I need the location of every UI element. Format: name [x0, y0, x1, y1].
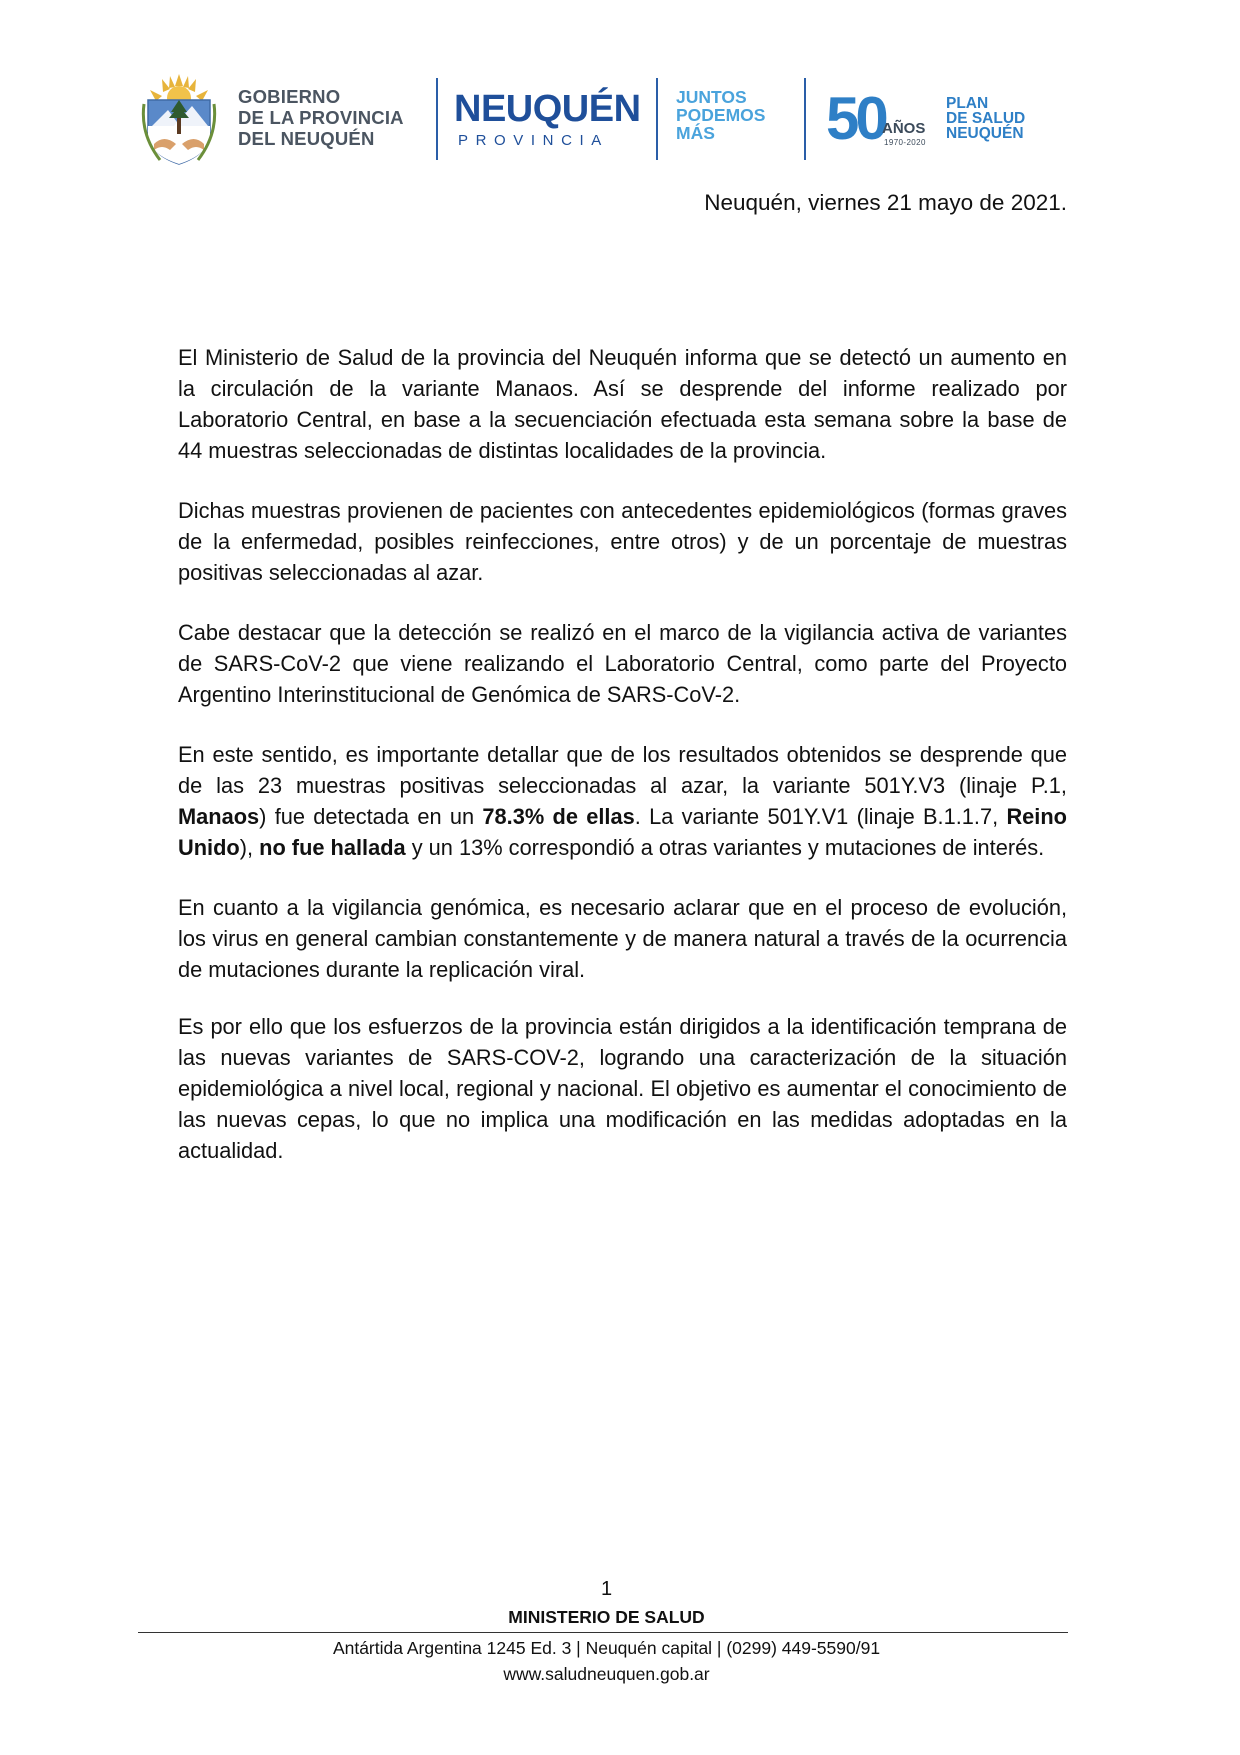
- paragraph-1: El Ministerio de Salud de la provincia del Neuquén informa que se detectó un aumento en la circulación de la variante Manaos. Así se desprende del informe realizado por Laboratorio Central, en base a la secuenciación efectuada esta semana sobre la base de 44 muestras seleccionadas de distintas localidades de la provincia.: [178, 345, 1067, 463]
- neuquen-logo-sub: PROVINCIA: [458, 132, 609, 149]
- paragraph-4: [178, 739, 1067, 863]
- juntos-line-1: JUNTOS: [676, 87, 747, 107]
- neuquen-logo: [454, 90, 644, 149]
- juntos-line-3: MÁS: [676, 123, 715, 143]
- government-name: [238, 86, 404, 149]
- footer-website: www.saludneuquen.gob.ar: [503, 1664, 710, 1684]
- paragraph-5: En cuanto a la vigilancia genómica, es necesario aclarar que en el proceso de evolución, los virus en general cambian constantemente y de manera natural a través de la ocurrencia de mutaciones durante la replicación viral.: [178, 895, 1067, 982]
- p4-bold-manaos: Manaos: [178, 804, 260, 829]
- anios-label: AÑOS: [882, 120, 926, 137]
- plan-line-1: PLAN: [946, 95, 989, 112]
- plan-line-3: NEUQUÉN: [946, 125, 1024, 142]
- p4-text-3: . La variante 501Y.V1 (linaje B.1.1.7,: [634, 804, 1007, 829]
- provincial-crest-icon: [140, 74, 218, 166]
- footer-ministry: MINISTERIO DE SALUD: [508, 1607, 705, 1627]
- paragraph-2: Dichas muestras provienen de pacientes con antecedentes epidemiológicos (formas graves de la enfermedad, posibles reinfecciones, entre otros) y de un porcentaje de muestras positivas seleccionadas al azar.: [178, 498, 1067, 585]
- paragraph-3: Cabe destacar que la detección se realizó en el marco de la vigilancia activa de variantes de SARS-CoV-2 que viene realizando el Laboratorio Central, como parte del Proyecto Argentino Interinstitucional de Genómica de SARS-CoV-2.: [178, 620, 1067, 707]
- p4-text-5: y un 13% correspondió a otras variantes y mutaciones de interés.: [405, 835, 1045, 860]
- plan-salud-text: [946, 96, 1025, 141]
- fifty-number: 50: [826, 85, 885, 152]
- neuquen-logo-main: NEUQUÉN: [454, 88, 641, 130]
- press-release-body: [178, 342, 1067, 1195]
- header-divider: [804, 78, 806, 160]
- date-line: Neuquén, viernes 21 mayo de 2021.: [704, 190, 1067, 215]
- p4-bold-percentage: 78.3% de ellas: [482, 804, 635, 829]
- header-divider: [656, 78, 658, 160]
- gov-line-3: DEL NEUQUÉN: [238, 128, 375, 149]
- juntos-line-2: PODEMOS: [676, 105, 766, 125]
- header-divider: [436, 78, 438, 160]
- p4-text-2: ) fue detectada en un: [259, 804, 483, 829]
- p4-text-1: En este sentido, es importante detallar que de los resultados obtenidos se desprende que de las 23 muestras positivas seleccionadas al azar, la variante 501Y.V3 (linaje P.1,: [178, 742, 1067, 798]
- p4-bold-reino-unido: Reino Unido: [178, 804, 1067, 860]
- gov-line-2: DE LA PROVINCIA: [238, 107, 404, 128]
- p4-text-4: ),: [239, 835, 260, 860]
- gov-line-1: GOBIERNO: [238, 86, 341, 107]
- footer-divider: [138, 1632, 1068, 1633]
- anios-range: 1970-2020: [884, 138, 926, 147]
- plan-line-2: DE SALUD: [946, 110, 1026, 127]
- juntos-podemos-mas-logo: [676, 88, 765, 142]
- plan-salud-50-logo: [826, 84, 1076, 164]
- letterhead: [140, 64, 1080, 174]
- p4-bold-no-hallada: no fue hallada: [259, 835, 406, 860]
- footer-address: Antártida Argentina 1245 Ed. 3 | Neuquén capital | (0299) 449-5590/91: [332, 1638, 881, 1658]
- page-number: 1: [600, 1578, 613, 1600]
- paragraph-6: Es por ello que los esfuerzos de la provincia están dirigidos a la identificación temprana de las nuevas variantes de SARS-COV-2, logrando una caracterización de la situación epidemiológica a nivel local, regional y nacional. El objetivo es aumentar el conocimiento de las nuevas cepas, lo que no implica una modificación en las medidas adoptadas en la actualidad.: [178, 1014, 1067, 1163]
